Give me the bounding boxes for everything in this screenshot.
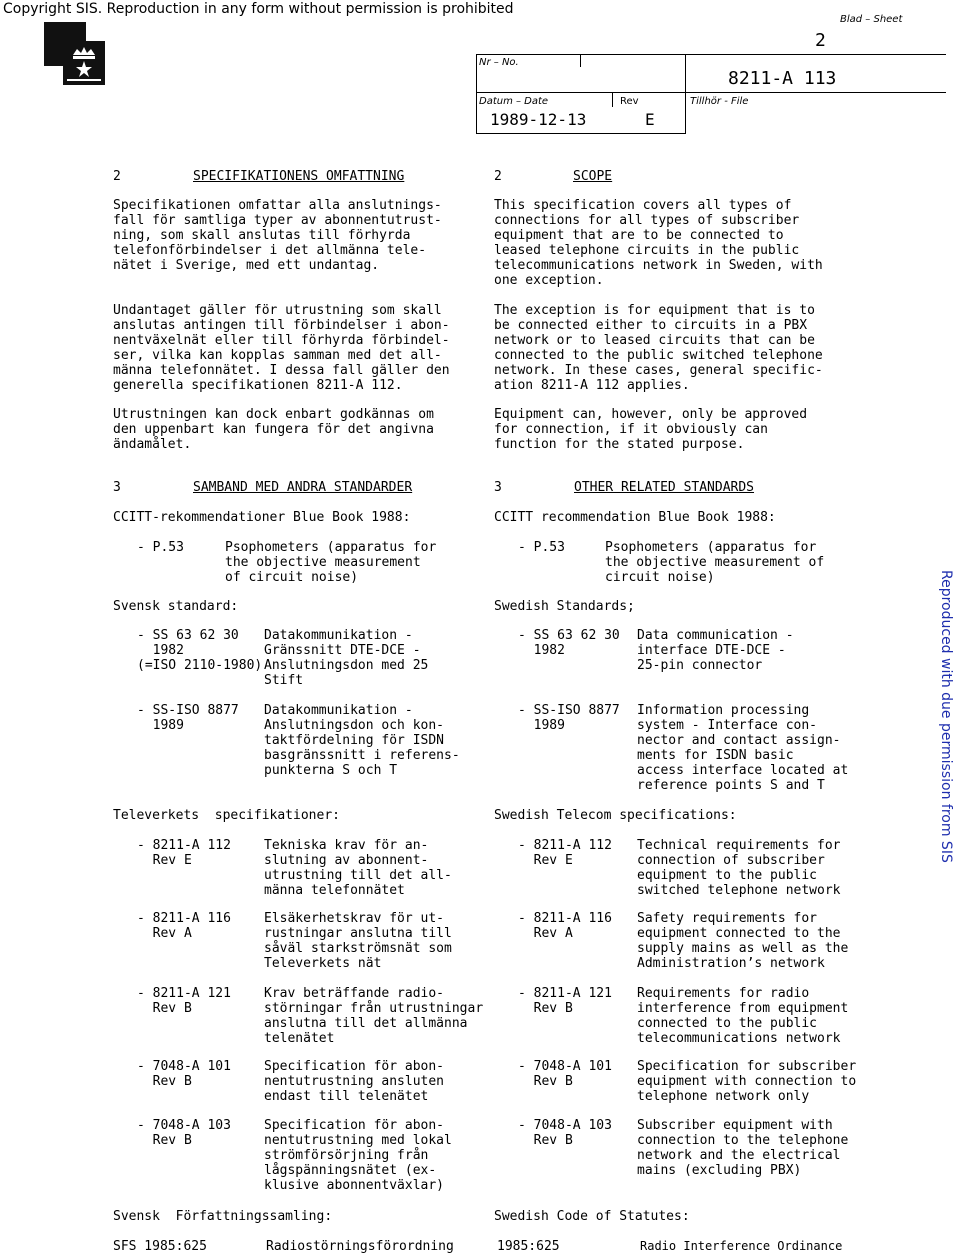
left-spec-text: Krav beträffande radio- störningar från utrustningar anslutna till det allmänna telenätet xyxy=(264,986,484,1046)
left-spec-code: - 7048-A 101 Rev B xyxy=(137,1059,231,1089)
nr-label: Nr – No. xyxy=(479,57,519,68)
left-s2-para2: Undantaget gäller för utrustning som skall anslutas antingen till förbindelser i abon- nentväxelnät eller till förhyrda förbindel- ser, vilka kan kopplas samman med det all- männa telefonnätet. I dessa fall gäller den generella specifikationen 8211-A 112. xyxy=(113,303,450,393)
blad-label: Blad – Sheet xyxy=(840,14,903,25)
televerket-logo xyxy=(44,22,86,66)
right-statutes-heading: Swedish Code of Statutes: xyxy=(494,1209,690,1224)
left-svensk-heading: Svensk standard: xyxy=(113,599,239,614)
right-s2-title: SCOPE xyxy=(573,169,613,184)
tillhor-label: Tillhör - File xyxy=(690,96,749,107)
left-spec-code: - 7048-A 103 Rev B xyxy=(137,1118,231,1148)
left-spec-text: Tekniska krav för an- slutning av abonnent- utrustning till det all- männa telefonnätet xyxy=(264,838,452,898)
left-p53-text: Psophometers (apparatus for the objective measurement of circuit noise) xyxy=(225,540,437,585)
left-spec-code: - 8211-A 116 Rev A xyxy=(137,911,231,941)
left-ss1-code: - SS 63 62 30 1982 (=ISO 2110-1980) xyxy=(137,628,263,673)
right-spec-code: - 8211-A 112 Rev E xyxy=(518,838,612,868)
left-ccitt-heading: CCITT-rekommendationer Blue Book 1988: xyxy=(113,510,411,525)
right-ss2-code: - SS-ISO 8877 1989 xyxy=(518,703,620,733)
left-s2-title: SPECIFIKATIONENS OMFATTNING xyxy=(193,169,405,184)
right-spec-code: - 8211-A 121 Rev B xyxy=(518,986,612,1016)
sheet-number: 2 xyxy=(815,30,826,51)
right-ss1-text: Data communication - interface DTE-DCE - 25-pin connector xyxy=(637,628,794,673)
right-s2-para1: This specification covers all types of connections for all types of subscriber equipment that are to be connected to leased telephone circuits in the public telecommunications network in Sweden, with one exception. xyxy=(494,198,823,288)
left-p53-code: - P.53 xyxy=(137,540,184,555)
right-swedish-heading: Swedish Standards; xyxy=(494,599,635,614)
right-spec-text: Requirements for radio interference from equipment connected to the public telecommunications network xyxy=(637,986,849,1046)
left-spec-text: Elsäkerhetskrav för ut- rustningar anslutna till såväl starkströmsnät som Televerkets nät xyxy=(264,911,452,971)
right-ss2-text: Information processing system - Interface con- nector and contact assign- ments for ISDN basic access interface located at reference points S and T xyxy=(637,703,849,793)
right-p53-text: Psophometers (apparatus for the objective measurement of circuit noise) xyxy=(605,540,825,585)
copyright-notice: Copyright SIS. Reproduction in any form without permission is prohibited xyxy=(3,1,514,17)
left-sfs-text: Radiostörningsförordning xyxy=(266,1239,454,1254)
left-ss2-text: Datakommunikation - Anslutningsdon och kon- taktfördelning för ISDN basgränssnitt i referens- punkterna S och T xyxy=(264,703,460,778)
right-sfs-text: Radio Interference Ordinance xyxy=(640,1239,843,1253)
right-telecom-heading: Swedish Telecom specifications: xyxy=(494,808,737,823)
right-s2-para2: The exception is for equipment that is to be connected either to circuits in a PBX network or to leased circuits that can be connected to the public switched telephone network. In these cases, general specific- ation 8211-A 112 applies. xyxy=(494,303,823,393)
right-sfs-code: 1985:625 xyxy=(497,1239,560,1254)
left-forfattning-heading: Svensk Författningssamling: xyxy=(113,1209,333,1224)
right-s3-title: OTHER RELATED STANDARDS xyxy=(574,480,755,495)
right-spec-code: - 7048-A 101 Rev B xyxy=(518,1059,612,1089)
datum-label: Datum – Date xyxy=(479,96,549,107)
left-spec-code: - 8211-A 121 Rev B xyxy=(137,986,231,1016)
right-s2-para3: Equipment can, however, only be approved for connection, if it obviously can function for the stated purpose. xyxy=(494,407,808,452)
revision-value: E xyxy=(645,110,655,129)
right-spec-text: Subscriber equipment with connection to the telephone network and the electrical mains (excluding PBX) xyxy=(637,1118,849,1178)
right-p53-code: - P.53 xyxy=(518,540,565,555)
right-spec-text: Safety requirements for equipment connected to the supply mains as well as the Administration’s network xyxy=(637,911,849,971)
left-sfs-code: SFS 1985:625 xyxy=(113,1239,207,1254)
document-number: 8211-A 113 xyxy=(728,68,837,89)
left-ss1-text: Datakommunikation - Gränssnitt DTE-DCE - Anslutningsdon med 25 Stift xyxy=(264,628,429,688)
left-s2-number: 2 xyxy=(113,169,121,184)
rev-label: Rev xyxy=(620,96,639,107)
side-permission-note: Reproduced with due permission from SIS xyxy=(938,570,954,863)
left-ss2-code: - SS-ISO 8877 1989 xyxy=(137,703,239,733)
left-s2-para3: Utrustningen kan dock enbart godkännas om den uppenbart kan fungera för det angivna ändamålet. xyxy=(113,407,434,452)
right-spec-code: - 7048-A 103 Rev B xyxy=(518,1118,612,1148)
right-ccitt-heading: CCITT recommendation Blue Book 1988: xyxy=(494,510,776,525)
left-s3-title: SAMBAND MED ANDRA STANDARDER xyxy=(193,480,413,495)
left-spec-text: Specification för abon- nentutrustning ansluten endast till telenätet xyxy=(264,1059,445,1104)
right-spec-code: - 8211-A 116 Rev A xyxy=(518,911,612,941)
left-s3-number: 3 xyxy=(113,480,121,495)
right-ss1-code: - SS 63 62 30 1982 xyxy=(518,628,620,658)
right-spec-text: Specification for subscriber equipment with connection to telephone network only xyxy=(637,1059,857,1104)
left-spec-text: Specification för abon- nentutrustning med lokal strömförsörjning från lågspänningsnätet (ex- klusive abonnentväxlar) xyxy=(264,1118,452,1193)
right-s2-number: 2 xyxy=(494,169,502,184)
right-spec-text: Technical requirements for connection of subscriber equipment to the public switched telephone network xyxy=(637,838,841,898)
left-televerkets-heading: Televerkets specifikationer: xyxy=(113,808,340,823)
left-spec-code: - 8211-A 112 Rev E xyxy=(137,838,231,868)
left-s2-para1: Specifikationen omfattar alla anslutnings- fall för samtliga typer av abonnentutrust- ning, som skall anslutas till förhyrda telefonförbindelser i det allmänna tele- nätet i Sverige, med ett undantag. xyxy=(113,198,442,273)
crown-star-icon xyxy=(63,41,105,85)
right-s3-number: 3 xyxy=(494,480,502,495)
document-date: 1989-12-13 xyxy=(490,110,587,129)
